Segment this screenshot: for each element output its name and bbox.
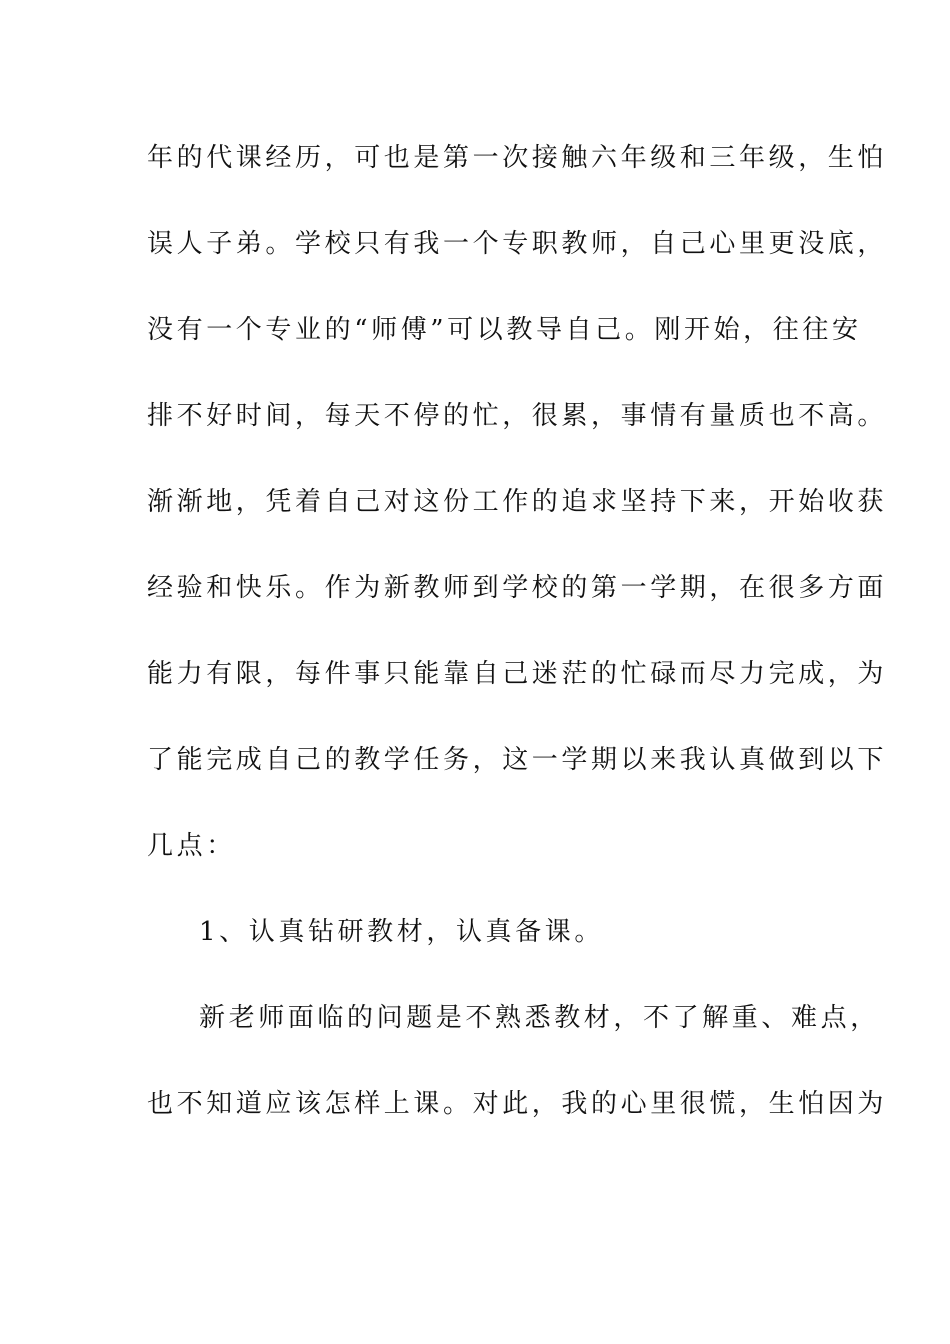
text-line: 也不知道应该怎样上课。对此，我的心里很慌，生怕因为 bbox=[147, 1089, 888, 1119]
text-line: 排不好时间，每天不停的忙，很累，事情有量质也不高。 bbox=[147, 401, 888, 431]
text-line: 几点： bbox=[147, 831, 236, 861]
text-line: 能力有限，每件事只能靠自己迷茫的忙碌而尽力完成，为 bbox=[147, 659, 888, 689]
text-line: 新老师面临的问题是不熟悉教材，不了解重、难点， bbox=[199, 1003, 880, 1033]
section-heading: 1、认真钻研教材，认真备课。 bbox=[199, 917, 604, 947]
text-line: 经验和快乐。作为新教师到学校的第一学期，在很多方面 bbox=[147, 573, 888, 603]
text-line: 误人子弟。学校只有我一个专职教师，自己心里更没底， bbox=[147, 229, 888, 259]
text-line: 了能完成自己的教学任务，这一学期以来我认真做到以下 bbox=[147, 745, 888, 775]
text-line: 年的代课经历，可也是第一次接触六年级和三年级，生怕 bbox=[147, 143, 888, 173]
text-line: 渐渐地，凭着自己对这份工作的追求坚持下来，开始收获 bbox=[147, 487, 888, 517]
text-line: 没有一个专业的“师傅”可以教导自己。刚开始，往往安 bbox=[147, 315, 862, 345]
